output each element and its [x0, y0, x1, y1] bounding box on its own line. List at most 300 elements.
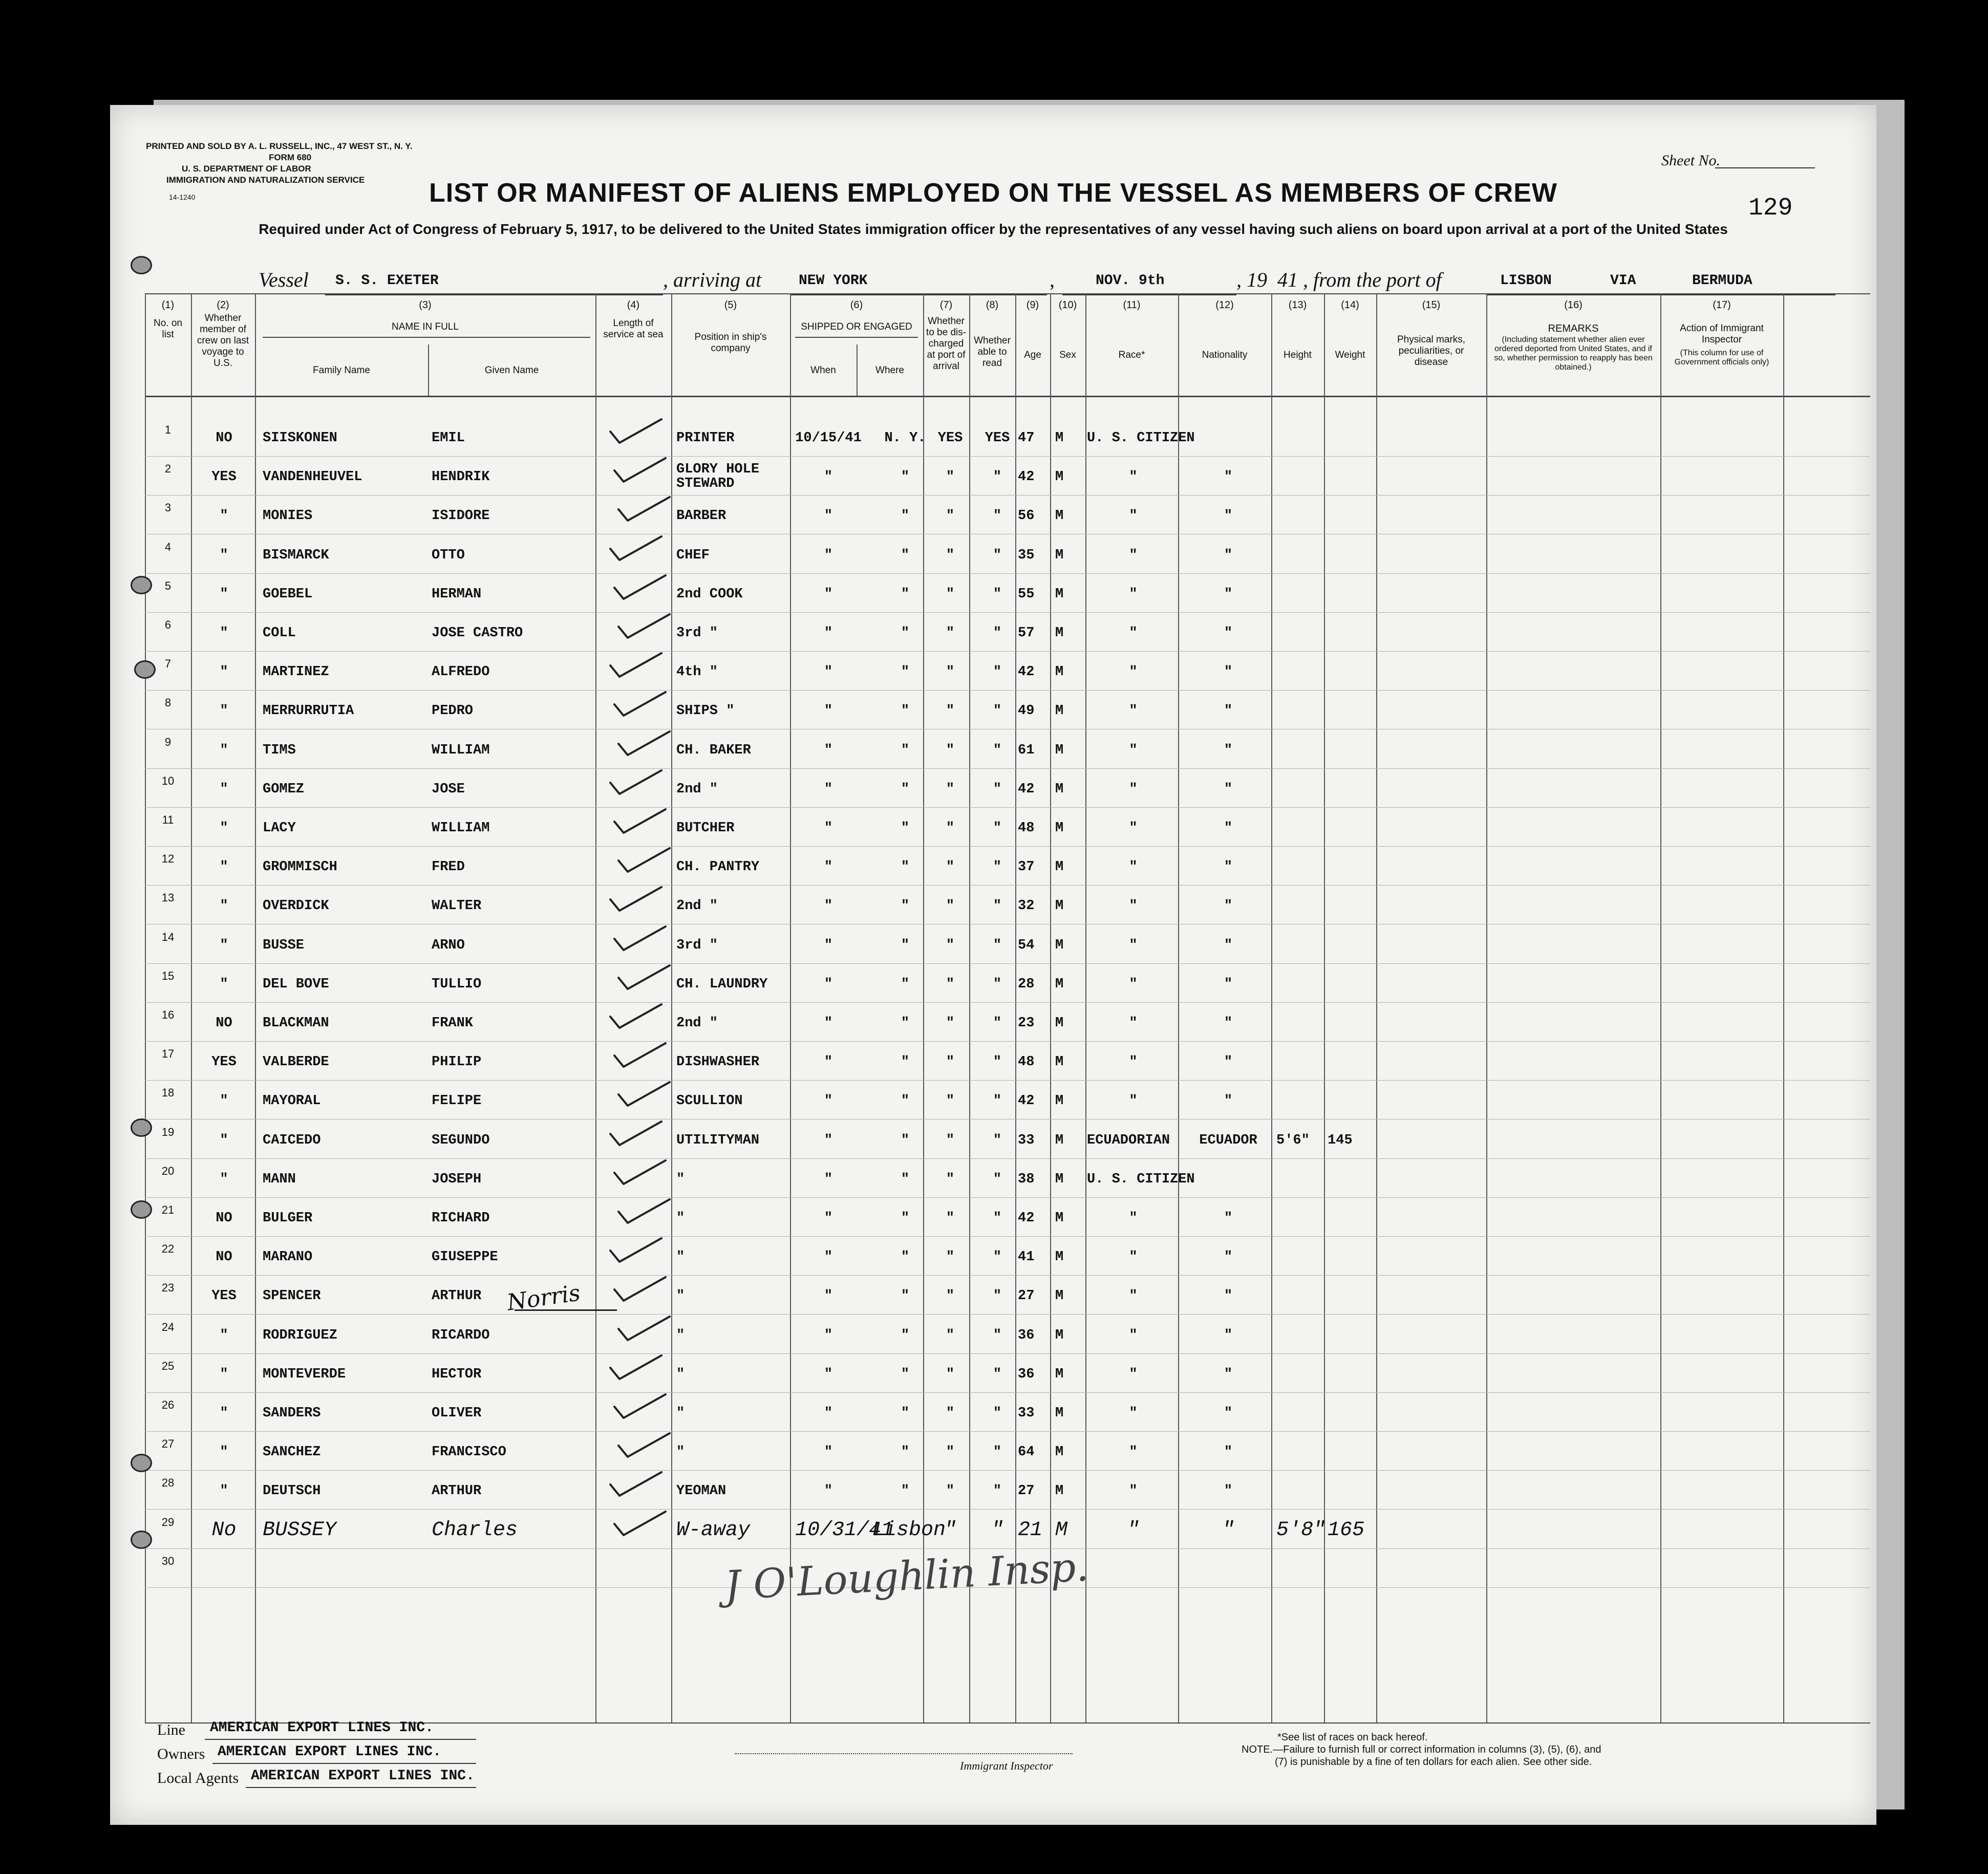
- cell-when: ": [824, 1250, 833, 1265]
- cell-sex: M: [1055, 1132, 1064, 1148]
- checkmark-icon: [608, 767, 665, 798]
- row-number: 4: [164, 540, 172, 553]
- cell-age: 21: [1018, 1518, 1043, 1542]
- cell-race: ": [1129, 547, 1138, 563]
- footer-line-underline: [205, 1739, 476, 1740]
- cell-discharged: ": [946, 547, 955, 563]
- col-border: [255, 293, 256, 1722]
- cell-voyage: ": [220, 547, 228, 563]
- punch-hole: [131, 1454, 152, 1472]
- row-rule: [145, 651, 1870, 652]
- col-border: [1050, 293, 1051, 1722]
- cell-age: 56: [1018, 508, 1035, 524]
- row-number: 12: [161, 852, 175, 866]
- header-name-in-full: NAME IN FULL: [392, 321, 459, 332]
- row-number: 8: [164, 696, 172, 709]
- cell-family-name: SPENCER: [263, 1288, 321, 1304]
- row-rule: [145, 1275, 1870, 1276]
- cell-discharged: ": [946, 1211, 955, 1226]
- cell-position: SCULLION: [676, 1093, 743, 1109]
- footer-owners-value: AMERICAN EXPORT LINES INC.: [218, 1744, 441, 1760]
- checkmark-icon: [612, 1040, 669, 1071]
- cell-race: ": [1129, 703, 1138, 719]
- cell-able-read: ": [993, 976, 1002, 992]
- cell-given-name: ARTHUR: [432, 1288, 482, 1304]
- cell-race: ": [1129, 1288, 1138, 1304]
- cell-able-read: ": [993, 664, 1002, 680]
- comma-sep: ,: [1050, 268, 1055, 291]
- col-border: [1783, 293, 1784, 1722]
- cell-able-read: ": [993, 1211, 1002, 1226]
- row-number: 21: [161, 1203, 175, 1216]
- note-line-2: (7) is punishable by a fine of ten dollars for each alien. See other side.: [1275, 1756, 1592, 1768]
- cell-family-name: VALBERDE: [263, 1054, 329, 1070]
- checkmark-icon: [616, 494, 673, 525]
- cell-family-name: MAYORAL: [263, 1093, 321, 1109]
- cell-race: ": [1129, 1406, 1138, 1421]
- cell-nationality: ": [1224, 626, 1233, 641]
- cell-where: ": [901, 781, 910, 797]
- cell-where: ": [901, 1366, 910, 1382]
- cell-voyage: ": [220, 626, 228, 641]
- cell-voyage: ": [220, 1445, 228, 1460]
- cell-position: 2nd COOK: [676, 586, 743, 602]
- cell-weight: 165: [1328, 1518, 1365, 1542]
- cell-where: Lisbon: [872, 1518, 946, 1542]
- sheet-number-line: [1715, 167, 1815, 168]
- cell-age: 27: [1018, 1288, 1035, 1304]
- cell-family-name: MERRURRUTIA: [263, 703, 354, 719]
- cell-weight: 145: [1328, 1132, 1353, 1148]
- cell-family-name: COLL: [263, 626, 296, 641]
- cell-sex: M: [1055, 703, 1064, 719]
- cell-family-name: TIMS: [263, 742, 296, 758]
- cell-given-name: OLIVER: [432, 1406, 482, 1421]
- header-given-name: Given Name: [484, 365, 539, 376]
- cell-given-name: ALFREDO: [432, 664, 490, 680]
- cell-discharged: ": [946, 586, 955, 602]
- cell-when: ": [824, 937, 833, 953]
- cell-nationality: ": [1224, 1445, 1233, 1460]
- row-number: 2: [164, 462, 172, 476]
- cell-where: ": [901, 898, 910, 914]
- cell-discharged: ": [946, 1327, 955, 1343]
- cell-when: ": [824, 1406, 833, 1421]
- cell-discharged: ": [946, 937, 955, 953]
- cell-voyage: ": [220, 1327, 228, 1343]
- inspector-signature: J O'Loughlin Insp.: [723, 1544, 1090, 1609]
- cell-family-name: VANDENHEUVEL: [263, 469, 362, 485]
- header-remarks: REMARKS: [1548, 323, 1599, 334]
- cell-able-read: ": [993, 1445, 1002, 1460]
- row-rule: [145, 1002, 1870, 1003]
- cell-nationality: ": [1224, 859, 1233, 875]
- cell-where: ": [901, 742, 910, 758]
- cell-where: ": [901, 1016, 910, 1031]
- cell-where: ": [901, 1093, 910, 1109]
- cell-when: ": [824, 859, 833, 875]
- cell-where: ": [901, 976, 910, 992]
- cell-family-name: SANDERS: [263, 1406, 321, 1421]
- row-rule: [145, 1431, 1870, 1432]
- cell-given-name: FRANCISCO: [432, 1445, 506, 1460]
- cell-able-read: ": [993, 547, 1002, 563]
- cell-voyage: ": [220, 821, 228, 836]
- row-rule: [145, 885, 1870, 886]
- cell-family-name: GOMEZ: [263, 781, 305, 797]
- cell-able-read: ": [993, 742, 1002, 758]
- cell-voyage: ": [220, 1093, 228, 1109]
- cell-given-name: PEDRO: [432, 703, 474, 719]
- checkmark-icon: [608, 533, 665, 564]
- cell-discharged: ": [946, 508, 955, 524]
- cell-family-name: BUSSE: [263, 937, 305, 953]
- cell-given-name: RICARDO: [432, 1327, 490, 1343]
- cell-race: ": [1129, 1327, 1138, 1343]
- cell-discharged: ": [946, 626, 955, 641]
- cell-when: ": [824, 898, 833, 914]
- cell-race: ": [1129, 1250, 1138, 1265]
- cell-nationality: ECUADOR: [1199, 1132, 1257, 1148]
- cell-position: ": [676, 1445, 685, 1460]
- cell-sex: M: [1055, 1366, 1064, 1382]
- cell-given-name: OTTO: [432, 547, 465, 563]
- row-rule: [145, 1158, 1870, 1159]
- cell-race: ": [1129, 1016, 1138, 1031]
- col-number: (16): [1564, 299, 1583, 311]
- form-number: FORM 680: [269, 153, 312, 162]
- via-port: BERMUDA: [1692, 273, 1752, 289]
- cell-race: U. S. CITIZEN: [1087, 430, 1195, 446]
- cell-where: ": [901, 1054, 910, 1070]
- checkmark-icon: [616, 1430, 673, 1461]
- col-border: [1178, 293, 1179, 1722]
- cell-voyage: ": [220, 508, 228, 524]
- cell-age: 55: [1018, 586, 1035, 602]
- row-number: 24: [161, 1320, 175, 1333]
- cell-sex: M: [1055, 937, 1064, 953]
- cell-sex: M: [1055, 1445, 1064, 1460]
- punch-hole: [131, 1118, 152, 1137]
- cell-sex: M: [1055, 1288, 1064, 1304]
- cell-position: UTILITYMAN: [676, 1132, 760, 1148]
- cell-age: 64: [1018, 1445, 1035, 1460]
- cell-voyage: YES: [211, 469, 237, 485]
- cell-position: 2nd ": [676, 1016, 718, 1031]
- cell-where: ": [901, 1406, 910, 1421]
- cell-voyage: YES: [211, 1288, 237, 1304]
- row-number: 16: [161, 1008, 175, 1021]
- cell-nationality: ": [1224, 1327, 1233, 1343]
- cell-family-name: OVERDICK: [263, 898, 329, 914]
- row-number: 25: [161, 1359, 175, 1372]
- department-name: U. S. DEPARTMENT OF LABOR: [182, 164, 311, 174]
- col-number: (10): [1058, 299, 1077, 311]
- cell-where: ": [901, 937, 910, 953]
- col-border: [1324, 293, 1325, 1722]
- cell-when: ": [824, 626, 833, 641]
- cell-able-read: ": [993, 1250, 1002, 1265]
- cell-age: 42: [1018, 1211, 1035, 1226]
- footer-line-value: AMERICAN EXPORT LINES INC.: [210, 1720, 434, 1736]
- col-number: (17): [1713, 299, 1731, 311]
- cell-given-name: PHILIP: [432, 1054, 482, 1070]
- checkmark-icon: [608, 416, 665, 447]
- header-physical-marks: Physical marks, peculiarities, or disease: [1397, 334, 1466, 368]
- punch-hole: [131, 1531, 152, 1549]
- cell-discharged: ": [946, 742, 955, 758]
- cell-when: ": [824, 586, 833, 602]
- cell-where: ": [901, 859, 910, 875]
- cell-when: ": [824, 703, 833, 719]
- cell-able-read: ": [993, 1288, 1002, 1304]
- cell-where: ": [901, 469, 910, 485]
- cell-discharged: ": [946, 1171, 955, 1187]
- cell-position: SHIPS ": [676, 703, 735, 719]
- cell-given-name: GIUSEPPE: [432, 1250, 498, 1265]
- cell-discharged: ": [944, 1518, 956, 1542]
- cell-position: W-away: [676, 1518, 751, 1542]
- row-rule: [145, 1353, 1870, 1354]
- cell-when: ": [824, 1288, 833, 1304]
- cell-when: ": [824, 469, 833, 485]
- cell-when: ": [824, 976, 833, 992]
- cell-family-name: BULGER: [263, 1211, 313, 1226]
- row-rule: [145, 573, 1870, 574]
- cell-race: ": [1129, 1445, 1138, 1460]
- inspector-caption: Immigrant Inspector: [960, 1759, 1053, 1772]
- cell-nationality: ": [1224, 1406, 1233, 1421]
- cell-position: 3rd ": [676, 937, 718, 953]
- cell-when: ": [824, 508, 833, 524]
- cell-voyage: No: [211, 1518, 237, 1542]
- cell-sex: M: [1055, 898, 1064, 914]
- cell-voyage: YES: [211, 1054, 237, 1070]
- cell-nationality: ": [1224, 821, 1233, 836]
- note-line-1: NOTE.—Failure to furnish full or correct information in columns (3), (5), (6), and: [1242, 1744, 1601, 1755]
- cell-discharged: ": [946, 1250, 955, 1265]
- header-age: Age: [1024, 350, 1041, 360]
- cell-able-read: ": [993, 703, 1002, 719]
- arriving-label: , arriving at: [663, 268, 762, 291]
- row-number: 11: [162, 813, 174, 826]
- year-prefix: , 19: [1236, 268, 1267, 291]
- cell-where: ": [901, 1132, 910, 1148]
- col-number: (15): [1422, 299, 1441, 311]
- cell-nationality: ": [1224, 1288, 1233, 1304]
- cell-nationality: ": [1224, 1366, 1233, 1382]
- cell-age: 48: [1018, 821, 1035, 836]
- cell-given-name: ARTHUR: [432, 1483, 482, 1499]
- header-when: When: [810, 365, 836, 376]
- cell-family-name: DEUTSCH: [263, 1483, 321, 1499]
- cell-position: ": [676, 1211, 685, 1226]
- cell-discharged: ": [946, 1366, 955, 1382]
- col-number: (3): [419, 299, 432, 311]
- inspector-sign-line: [735, 1753, 1073, 1754]
- row-number: 13: [161, 891, 175, 904]
- row-number: 19: [161, 1125, 175, 1138]
- cell-race: ": [1129, 1483, 1138, 1499]
- cell-family-name: LACY: [263, 821, 296, 836]
- cell-sex: M: [1055, 1406, 1064, 1421]
- header-weight: Weight: [1335, 350, 1365, 360]
- cell-race: ": [1127, 1518, 1140, 1542]
- manifest-sheet: [110, 105, 1876, 1825]
- cell-voyage: ": [220, 1406, 228, 1421]
- header-action-note: (This column for use of Government officials only): [1674, 349, 1769, 367]
- cell-age: 47: [1018, 430, 1035, 446]
- cell-sex: M: [1055, 1093, 1064, 1109]
- col-number: (6): [850, 299, 863, 311]
- row-rule: [145, 1236, 1870, 1237]
- cell-age: 37: [1018, 859, 1035, 875]
- punch-hole: [131, 576, 152, 594]
- cell-able-read: ": [993, 1016, 1002, 1031]
- cell-given-name: WALTER: [432, 898, 482, 914]
- form-code: 14-1240: [169, 193, 196, 201]
- row-rule: [145, 456, 1870, 457]
- header-nationality: Nationality: [1202, 350, 1248, 360]
- cell-family-name: BUSSEY: [263, 1518, 337, 1542]
- cell-discharged: ": [946, 1445, 955, 1460]
- cell-position: CH. BAKER: [676, 742, 751, 758]
- cell-able-read: ": [993, 1366, 1002, 1382]
- col-number: (8): [986, 299, 999, 311]
- cell-when: ": [824, 1211, 833, 1226]
- row-number: 15: [161, 969, 175, 982]
- cell-when: ": [824, 664, 833, 680]
- header-bottom-border: [145, 396, 1870, 397]
- cell-position: ": [676, 1406, 685, 1421]
- cell-race: ": [1129, 1366, 1138, 1382]
- cell-position: 2nd ": [676, 898, 718, 914]
- cell-able-read: ": [993, 898, 1002, 914]
- footer-agents-label: Local Agents: [157, 1770, 239, 1786]
- cell-sex: M: [1055, 1171, 1064, 1187]
- checkmark-icon: [608, 1235, 665, 1266]
- cell-where: ": [901, 1445, 910, 1460]
- cell-nationality: ": [1224, 742, 1233, 758]
- cell-voyage: ": [220, 859, 228, 875]
- cell-able-read: ": [991, 1518, 1003, 1542]
- cell-able-read: ": [993, 469, 1002, 485]
- cell-voyage: ": [220, 1132, 228, 1148]
- cell-given-name: JOSE: [432, 781, 465, 797]
- service-name: IMMIGRATION AND NATURALIZATION SERVICE: [166, 175, 365, 185]
- cell-race: ": [1129, 586, 1138, 602]
- strikethrough-line: [515, 1309, 617, 1311]
- cell-voyage: ": [220, 781, 228, 797]
- cell-position: ": [676, 1366, 685, 1382]
- cell-where: ": [901, 586, 910, 602]
- checkmark-icon: [616, 1079, 673, 1110]
- row-rule: [145, 1197, 1870, 1198]
- cell-discharged: ": [946, 976, 955, 992]
- cell-sex: M: [1055, 976, 1064, 992]
- cell-race: ": [1129, 859, 1138, 875]
- cell-when: ": [824, 1093, 833, 1109]
- checkmark-icon: [612, 923, 669, 954]
- cell-race: ": [1129, 1211, 1138, 1226]
- cell-discharged: ": [946, 1093, 955, 1109]
- cell-discharged: ": [946, 1288, 955, 1304]
- cell-position: ": [676, 1327, 685, 1343]
- row-number: 28: [161, 1476, 175, 1490]
- cell-sex: M: [1055, 1211, 1064, 1226]
- cell-where: ": [901, 664, 910, 680]
- cell-given-name: HENDRIK: [432, 469, 490, 485]
- cell-sex: M: [1055, 821, 1064, 836]
- col-number: (1): [161, 299, 175, 311]
- cell-given-name: ISIDORE: [432, 508, 490, 524]
- cell-when: ": [824, 1171, 833, 1187]
- cell-voyage: ": [220, 1171, 228, 1187]
- cell-able-read: ": [993, 1132, 1002, 1148]
- header-action-inspector: Action of Immigrant Inspector: [1680, 323, 1764, 345]
- cell-given-name: RICHARD: [432, 1211, 490, 1226]
- cell-nationality: ": [1224, 1211, 1233, 1226]
- cell-position: 4th ": [676, 664, 718, 680]
- col-border: [1486, 293, 1487, 1722]
- vessel-line: [259, 268, 1835, 293]
- col-number: (9): [1026, 299, 1039, 311]
- cell-discharged: ": [946, 821, 955, 836]
- cell-where: ": [901, 1171, 910, 1187]
- row-rule: [145, 768, 1870, 769]
- cell-position: ": [676, 1288, 685, 1304]
- cell-discharged: ": [946, 1132, 955, 1148]
- cell-when: ": [824, 547, 833, 563]
- checkmark-icon: [612, 806, 669, 837]
- header-sex: Sex: [1059, 350, 1076, 360]
- row-number: 3: [164, 501, 172, 514]
- from-label: , from the port of: [1303, 268, 1442, 291]
- header-no-on-list: No. on list: [154, 318, 182, 340]
- arriving-port: NEW YORK: [799, 273, 868, 289]
- cell-age: 41: [1018, 1250, 1035, 1265]
- cell-voyage: ": [220, 1483, 228, 1499]
- cell-position: BARBER: [676, 508, 726, 524]
- row-number: 18: [161, 1086, 175, 1100]
- row-rule: [145, 612, 1870, 613]
- cell-position: BUTCHER: [676, 821, 735, 836]
- cell-nationality: ": [1224, 469, 1233, 485]
- row-number: 20: [161, 1164, 175, 1177]
- row-number: 14: [161, 930, 175, 943]
- col-number: (4): [627, 299, 640, 311]
- cell-when: ": [824, 1016, 833, 1031]
- cell-sex: M: [1055, 469, 1064, 485]
- row-number: 30: [161, 1554, 175, 1567]
- cell-family-name: SIISKONEN: [263, 430, 337, 446]
- cell-discharged: ": [946, 469, 955, 485]
- cell-discharged: ": [946, 703, 955, 719]
- row-number: 6: [164, 618, 172, 631]
- checkmark-icon: [612, 572, 669, 603]
- cell-age: 42: [1018, 469, 1035, 485]
- footer-line-label: Line: [157, 1721, 185, 1738]
- cell-age: 42: [1018, 664, 1035, 680]
- header-where: Where: [875, 365, 904, 376]
- shipped-underline: [795, 337, 918, 338]
- cell-position: DISHWASHER: [676, 1054, 760, 1070]
- name-underline: [263, 337, 590, 338]
- cell-sex: M: [1055, 1327, 1064, 1343]
- cell-age: 35: [1018, 547, 1035, 563]
- cell-given-name: TULLIO: [432, 976, 482, 992]
- col-number: (13): [1288, 299, 1307, 311]
